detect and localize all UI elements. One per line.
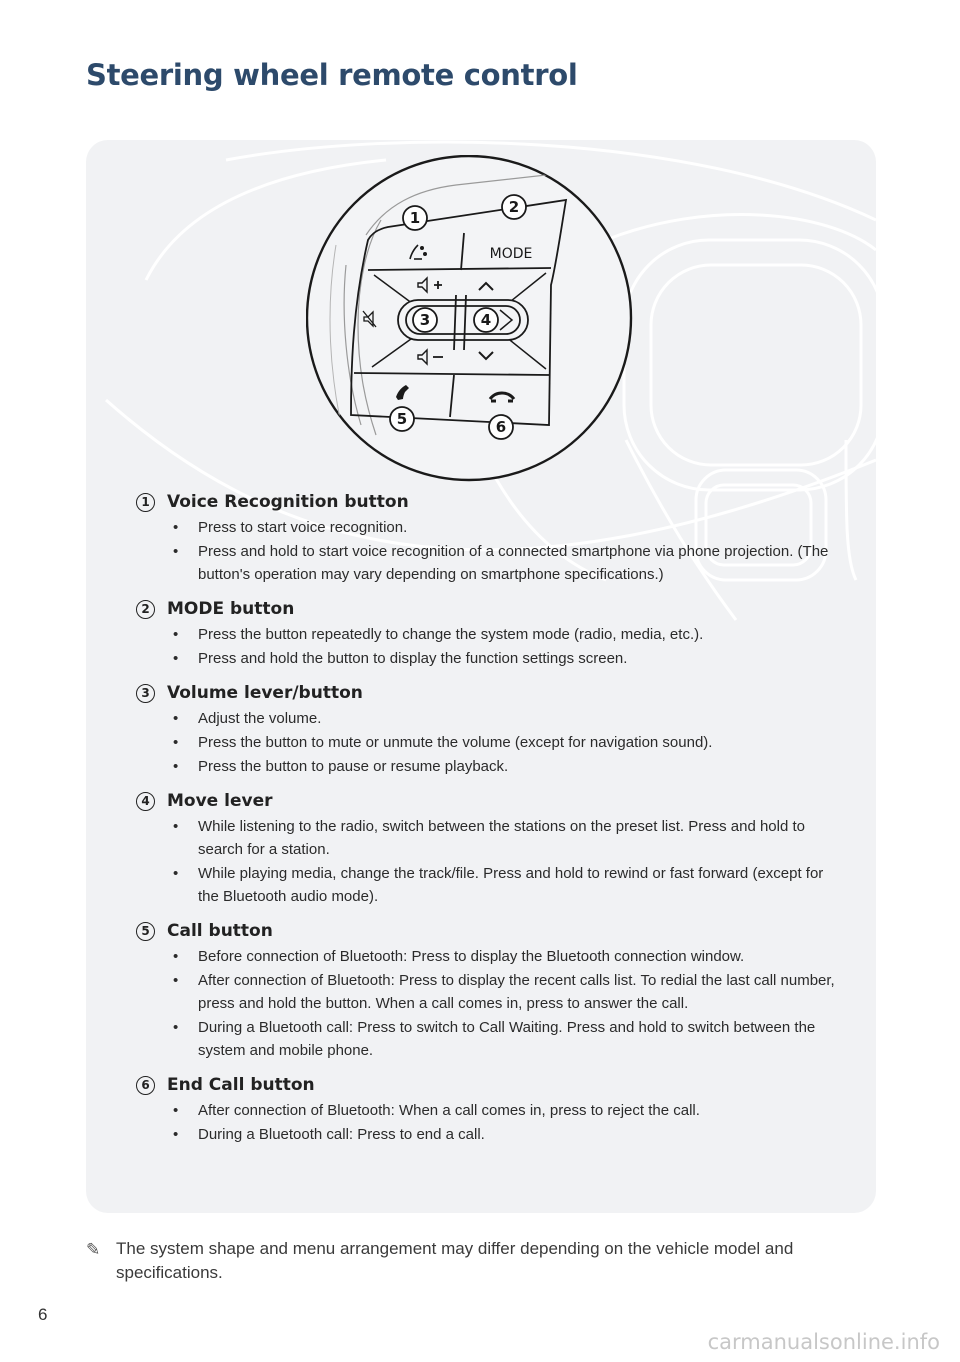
bullet: • While listening to the radio, switch between the stations on the preset list. Press and hold to search for a station. bbox=[198, 815, 836, 861]
bullet: • While playing media, change the track/file. Press and hold to rewind or fast forward (except for the Bluetooth audio mode). bbox=[198, 862, 836, 908]
svg-text:6: 6 bbox=[495, 418, 507, 436]
item-title: Voice Recognition button bbox=[167, 492, 409, 512]
marker-3 bbox=[413, 308, 437, 332]
marker-2 bbox=[502, 195, 526, 219]
item-end-call bbox=[136, 1073, 836, 1146]
bullet: • Press and hold the button to display the function settings screen. bbox=[198, 647, 836, 670]
marker-1 bbox=[403, 206, 427, 230]
bullet: • After connection of Bluetooth: When a call comes in, press to reject the call. bbox=[198, 1099, 836, 1122]
item-title: MODE button bbox=[167, 599, 295, 619]
bullet: • After connection of Bluetooth: Press to display the recent calls list. To redial the last call number, press and hold the button. When a call comes in, press to answer the call. bbox=[198, 969, 836, 1015]
item-title: End Call button bbox=[167, 1075, 315, 1095]
item-number: 5 bbox=[136, 922, 155, 941]
bullet: • Adjust the volume. bbox=[198, 707, 836, 730]
item-title: Volume lever/button bbox=[167, 683, 363, 703]
item-title: Move lever bbox=[167, 791, 273, 811]
item-number: 3 bbox=[136, 684, 155, 703]
item-title: Call button bbox=[167, 921, 273, 941]
bullet: • Press and hold to start voice recognition of a connected smartphone via phone projection. (The button's operation may vary depending on smartphone specifications.) bbox=[198, 540, 836, 586]
pencil-icon: ✎ bbox=[86, 1240, 101, 1259]
page-number: 6 bbox=[38, 1305, 48, 1324]
bullet: • During a Bluetooth call: Press to switch to Call Waiting. Press and hold to switch between the system and mobile phone. bbox=[198, 1016, 836, 1062]
item-number: 6 bbox=[136, 1076, 155, 1095]
steering-controls-diagram bbox=[306, 155, 636, 485]
svg-text:4: 4 bbox=[480, 311, 492, 329]
svg-text:5: 5 bbox=[396, 410, 408, 428]
item-move-lever bbox=[136, 789, 836, 908]
bullet: • Press to start voice recognition. bbox=[198, 516, 836, 539]
mode-label: MODE bbox=[489, 246, 533, 262]
svg-text:1: 1 bbox=[409, 209, 421, 227]
note bbox=[86, 1237, 876, 1285]
note-text: The system shape and menu arrangement may differ depending on the vehicle model and specifications. bbox=[116, 1239, 794, 1282]
bullet: • Before connection of Bluetooth: Press to display the Bluetooth connection window. bbox=[198, 945, 836, 968]
bullet: • During a Bluetooth call: Press to end a call. bbox=[198, 1123, 836, 1146]
bullet: • Press the button to mute or unmute the volume (except for navigation sound). bbox=[198, 731, 836, 754]
bullet: • Press the button repeatedly to change the system mode (radio, media, etc.). bbox=[198, 623, 836, 646]
marker-6 bbox=[489, 415, 513, 439]
marker-4 bbox=[474, 308, 498, 332]
marker-5 bbox=[390, 407, 414, 431]
item-mode bbox=[136, 597, 836, 670]
svg-text:2: 2 bbox=[508, 198, 520, 216]
item-number: 4 bbox=[136, 792, 155, 811]
item-volume bbox=[136, 681, 836, 778]
item-number: 1 bbox=[136, 493, 155, 512]
item-voice-recognition bbox=[136, 490, 836, 586]
button-descriptions bbox=[136, 490, 836, 1157]
svg-text:3: 3 bbox=[419, 311, 431, 329]
watermark: carmanualsonline.info bbox=[707, 1330, 940, 1354]
item-number: 2 bbox=[136, 600, 155, 619]
page-title: Steering wheel remote control bbox=[86, 58, 578, 92]
bullet: • Press the button to pause or resume playback. bbox=[198, 755, 836, 778]
item-call bbox=[136, 919, 836, 1062]
info-panel bbox=[86, 140, 876, 1213]
